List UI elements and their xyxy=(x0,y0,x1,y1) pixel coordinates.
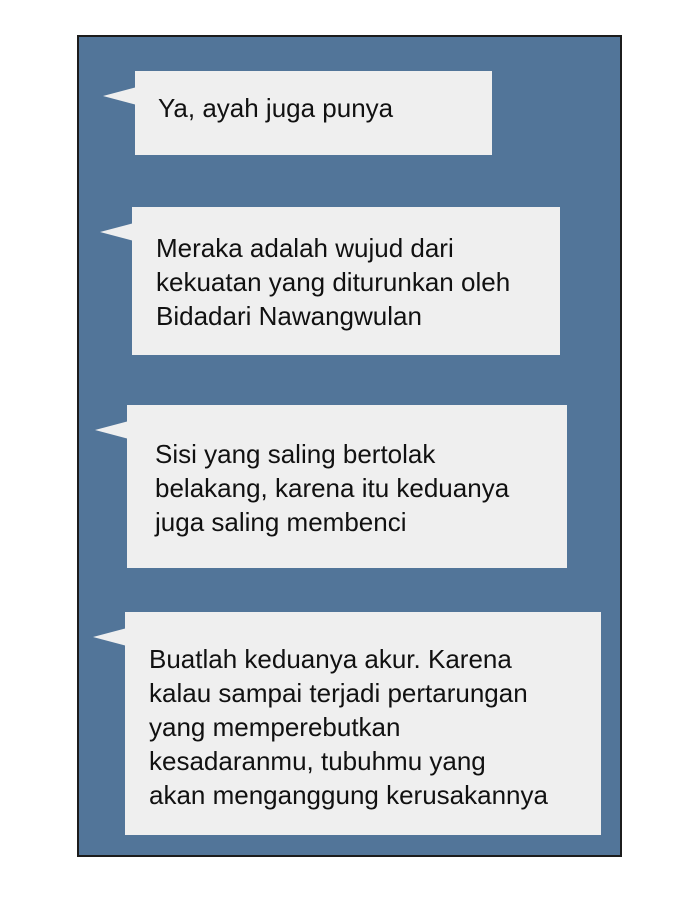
speech-bubble-tail xyxy=(93,628,127,646)
speech-bubble-tail xyxy=(95,421,129,439)
speech-bubble-3 xyxy=(127,405,567,568)
comic-panel xyxy=(77,35,622,857)
speech-bubble-tail xyxy=(100,223,134,241)
speech-bubble-4 xyxy=(125,612,601,835)
speech-bubble-text: Sisi yang saling bertolak belakang, karena itu keduanya juga saling membenci xyxy=(155,439,510,537)
speech-bubble-text: Meraka adalah wujud dari kekuatan yang diturunkan oleh Bidadari Nawangwulan xyxy=(156,233,511,331)
speech-bubble-2 xyxy=(132,207,560,355)
speech-bubble-text: Ya, ayah juga punya xyxy=(158,93,394,123)
speech-bubble-1 xyxy=(135,71,492,155)
speech-bubble-text: Buatlah keduanya akur. Karena kalau sampai terjadi pertarungan yang memperebutkan kesadaranmu, tubuhmu yang akan menganggung kerusakannya xyxy=(149,644,548,810)
speech-bubble-tail xyxy=(103,87,137,105)
